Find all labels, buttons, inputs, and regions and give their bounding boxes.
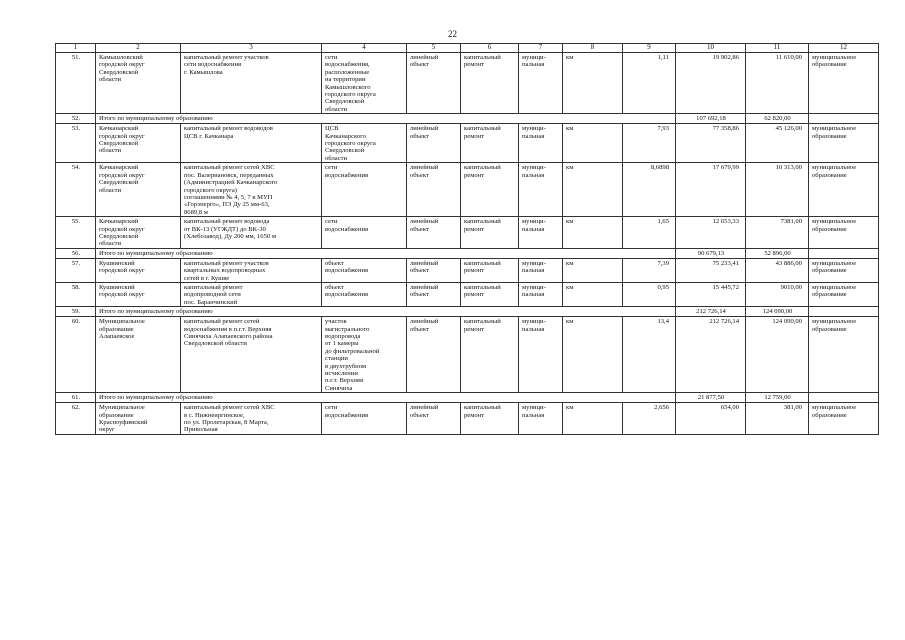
ownership-cell-text: муници- пальная: [522, 125, 546, 140]
ownership-cell: [519, 403, 563, 435]
ownership-cell: [519, 53, 563, 114]
work-description-cell: [181, 217, 322, 249]
object-type-cell: [407, 317, 461, 393]
cost-budget-cell: 52 896,00: [746, 248, 809, 258]
object-cell-text: объект водоснабжения: [325, 283, 369, 299]
table-row: [56, 258, 879, 282]
work-type-cell: [461, 258, 519, 282]
row-number: [56, 282, 96, 306]
municipality-cell: [96, 163, 181, 217]
municipality-cell-text: Кушвинский городской округ: [99, 259, 145, 275]
cost-budget-cell-text: 11 610,00: [775, 54, 802, 61]
row-number: [56, 217, 96, 249]
cost-total-cell-text: 75 233,41: [712, 259, 739, 267]
object-cell: [322, 317, 407, 393]
work-type-cell: [461, 403, 519, 435]
row-number-text: 54.: [71, 164, 81, 172]
work-description-cell: [181, 282, 322, 306]
col-header: 11: [746, 44, 809, 53]
municipality-cell: [96, 258, 181, 282]
cost-total-cell: [676, 317, 746, 393]
table-row: [56, 53, 879, 114]
municipality-cell: [96, 403, 181, 435]
length-cell: [623, 282, 676, 306]
col-header: 3: [181, 44, 322, 53]
cost-budget-cell: [746, 403, 809, 435]
recipient-cell-text: муниципальное образование: [812, 318, 857, 333]
municipality-cell-text: Качканарский городской округ Свердловской области: [99, 164, 145, 194]
cost-total-cell-text: 17 679,99: [712, 164, 739, 172]
table-row: [56, 403, 879, 435]
length-cell: [623, 258, 676, 282]
object-type-cell-text: линейный объект: [410, 54, 439, 69]
recipient-cell-text: муниципальное образование: [812, 164, 857, 179]
row-number-text: 51.: [71, 54, 81, 61]
work-type-cell-text: капитальный ремонт: [464, 404, 501, 419]
row-number-text: 57.: [71, 259, 81, 267]
work-type-cell-text: капитальный ремонт: [464, 318, 501, 333]
unit-cell: [563, 403, 623, 435]
object-cell: [322, 403, 407, 435]
recipient-cell-text: муниципальное образование: [812, 404, 857, 419]
row-number: [56, 53, 96, 114]
municipality-cell: [96, 217, 181, 249]
unit-cell-text: км: [566, 218, 574, 226]
col-header: 12: [809, 44, 879, 53]
work-description-cell: [181, 317, 322, 393]
cost-total-cell: [676, 163, 746, 217]
col-header: 7: [519, 44, 563, 53]
municipality-cell-text: Качканарский городской округ Свердловской области: [99, 125, 145, 155]
object-type-cell-text: линейный объект: [410, 318, 439, 333]
object-cell: [322, 163, 407, 217]
empty-cell: [809, 307, 879, 317]
recipient-cell: [809, 258, 879, 282]
object-cell: [322, 124, 407, 163]
recipient-cell-text: муниципальное образование: [812, 125, 857, 140]
object-type-cell: [407, 163, 461, 217]
work-description-cell: [181, 124, 322, 163]
work-type-cell-text: капитальный ремонт: [464, 54, 501, 69]
ownership-cell-text: муници- пальная: [522, 164, 546, 179]
col-header: 2: [96, 44, 181, 53]
length-cell-text: 7,39: [657, 259, 669, 267]
cost-total-cell: [676, 53, 746, 114]
unit-cell-text: км: [566, 318, 574, 326]
length-cell-text: 0,95: [657, 283, 669, 291]
table-row: [56, 317, 879, 393]
cost-total-cell-text: 212 726,14: [709, 318, 739, 326]
work-description-cell-text: капитальный ремонт водопроводной сети пос. Баранчинский: [184, 283, 243, 306]
work-description-cell: [181, 53, 322, 114]
object-cell: [322, 53, 407, 114]
subtotal-label: Итого по муниципальному образованию: [96, 114, 676, 124]
object-cell: [322, 258, 407, 282]
cost-budget-cell: 12 759,00: [746, 393, 809, 403]
cost-budget-cell-text: 381,00: [783, 404, 802, 412]
empty-cell: [809, 393, 879, 403]
unit-cell-text: км: [566, 259, 574, 267]
cost-budget-cell: [746, 282, 809, 306]
work-type-cell: [461, 163, 519, 217]
object-cell-text: сети водоснабжения: [325, 404, 369, 419]
recipient-cell: [809, 217, 879, 249]
object-type-cell-text: линейный объект: [410, 164, 439, 179]
length-cell: [623, 163, 676, 217]
cost-budget-cell-text: 45 126,00: [775, 125, 802, 133]
cost-total-cell: [676, 217, 746, 249]
length-cell-text: 1,65: [657, 218, 669, 226]
work-type-cell: [461, 217, 519, 249]
cost-total-cell: [676, 124, 746, 163]
cost-total-cell-text: 654,00: [720, 404, 739, 412]
cost-budget-cell: [746, 124, 809, 163]
municipality-cell-text: Муниципальное образование Алапаевское: [99, 318, 145, 340]
work-type-cell-text: капитальный ремонт: [464, 259, 501, 275]
object-type-cell: [407, 124, 461, 163]
table-row: [56, 282, 879, 306]
object-cell-text: объект водоснабжения: [325, 259, 369, 275]
row-number: [56, 317, 96, 393]
object-cell: [322, 282, 407, 306]
empty-cell: [809, 248, 879, 258]
cost-budget-cell-text: 10 313,00: [775, 164, 802, 172]
work-type-cell-text: капитальный ремонт: [464, 218, 501, 233]
unit-cell: [563, 217, 623, 249]
work-description-cell: [181, 258, 322, 282]
object-cell-text: сети водоснабжения: [325, 164, 369, 179]
ownership-cell: [519, 163, 563, 217]
recipient-cell: [809, 403, 879, 435]
object-type-cell: [407, 258, 461, 282]
cost-total-cell-text: 15 445,72: [712, 283, 739, 291]
length-cell: [623, 53, 676, 114]
work-description-cell-text: капитальный ремонт сетей водоснабжения в п.г.т. Верхняя Синячиха Алапаевского района Свердловской области: [184, 318, 273, 348]
unit-cell-text: км: [566, 283, 574, 291]
recipient-cell-text: муниципальное образование: [812, 259, 857, 275]
length-cell-text: 7,93: [657, 125, 669, 133]
recipient-cell: [809, 163, 879, 217]
cost-total-cell-text: 77 358,86: [712, 125, 739, 133]
cost-budget-cell-text: 124 090,00: [772, 318, 802, 326]
ownership-cell: [519, 282, 563, 306]
subtotal-row: [56, 248, 879, 258]
length-cell-text: 2,656: [654, 404, 669, 412]
unit-cell: [563, 317, 623, 393]
municipality-cell: [96, 124, 181, 163]
length-cell: [623, 217, 676, 249]
subtotal-label: Итого по муниципальному образованию: [96, 307, 676, 317]
subtotal-row: [56, 307, 879, 317]
ownership-cell-text: муници- пальная: [522, 318, 546, 333]
row-number: 59.: [56, 307, 96, 317]
ownership-cell-text: муници- пальная: [522, 259, 546, 275]
work-description-cell-text: капитальный ремонт сетей ХВС в с. Нижнеиргинское, по ул. Пролетарская, 8 Марта, Привольная: [184, 404, 275, 434]
object-cell: [322, 217, 407, 249]
recipient-cell-text: муниципальное образование: [812, 218, 857, 233]
unit-cell-text: км: [566, 54, 574, 61]
work-description-cell: [181, 163, 322, 217]
ownership-cell-text: муници- пальная: [522, 404, 546, 419]
unit-cell-text: км: [566, 404, 574, 412]
col-header: 10: [676, 44, 746, 53]
subtotal-label: Итого по муниципальному образованию: [96, 393, 676, 403]
subtotal-label: Итого по муниципальному образованию: [96, 248, 676, 258]
col-header: 5: [407, 44, 461, 53]
row-number-text: 62.: [71, 404, 81, 412]
cost-total-cell: [676, 258, 746, 282]
object-type-cell-text: линейный объект: [410, 259, 439, 275]
length-cell: [623, 124, 676, 163]
col-header: 8: [563, 44, 623, 53]
object-cell-text: ЦСВ Качканарского городского округа Свердловской области: [325, 125, 376, 162]
cost-budget-cell-text: 7381,00: [780, 218, 802, 226]
length-cell-text: 1,11: [657, 54, 669, 61]
cost-total-cell: 21 877,50: [676, 393, 746, 403]
row-number: [56, 163, 96, 217]
recipient-cell: [809, 53, 879, 114]
row-number-text: 58.: [71, 283, 81, 291]
row-number-text: 60.: [71, 318, 81, 326]
work-type-cell: [461, 317, 519, 393]
header-row: [56, 44, 879, 53]
cost-total-cell: [676, 282, 746, 306]
unit-cell-text: км: [566, 164, 574, 172]
object-type-cell: [407, 403, 461, 435]
object-cell-text: сети водоснабжения: [325, 218, 369, 233]
cost-budget-cell: 124 090,00: [746, 307, 809, 317]
ownership-cell-text: муници- пальная: [522, 283, 546, 299]
cost-budget-cell: 62 820,00: [746, 114, 809, 124]
work-type-cell-text: капитальный ремонт: [464, 125, 501, 140]
work-type-cell: [461, 53, 519, 114]
object-cell-text: сети водоснабжения, расположенные на территории Камышловского городского округа Свердловской области: [325, 54, 376, 113]
subtotal-row: [56, 114, 879, 124]
row-number: 52.: [56, 114, 96, 124]
municipality-cell-text: Камышловский городской округ Свердловской области: [99, 54, 145, 84]
col-header: 1: [56, 44, 96, 53]
work-description-cell-text: капитальный ремонт водоводов ЦСВ г. Качканара: [184, 125, 273, 140]
work-description-cell-text: капитальный ремонт водовода от ВК-13 (УГЖДТ) до ВК-30 (Хлебозавод), Ду 200 мм, 1650 м: [184, 218, 277, 240]
length-cell-text: 13,4: [657, 318, 669, 326]
col-header: 6: [461, 44, 519, 53]
cost-total-cell-text: 12 653,33: [712, 218, 739, 226]
cost-budget-cell-text: 9010,00: [780, 283, 802, 291]
municipality-cell-text: Муниципальное образование Красноуфимский округ: [99, 404, 148, 434]
table-row: [56, 124, 879, 163]
unit-cell-text: км: [566, 125, 574, 133]
cost-total-cell: 212 726,14: [676, 307, 746, 317]
recipient-cell: [809, 282, 879, 306]
municipality-cell: [96, 317, 181, 393]
ownership-cell: [519, 258, 563, 282]
ownership-cell: [519, 317, 563, 393]
table-row: [56, 217, 879, 249]
length-cell: [623, 317, 676, 393]
work-description-cell: [181, 403, 322, 435]
work-type-cell: [461, 282, 519, 306]
object-type-cell: [407, 217, 461, 249]
cost-total-cell-text: 19 902,86: [712, 54, 739, 61]
unit-cell: [563, 258, 623, 282]
unit-cell: [563, 163, 623, 217]
ownership-cell-text: муници- пальная: [522, 54, 546, 69]
municipality-cell-text: Кушвинский городской округ: [99, 283, 145, 299]
cost-budget-cell-text: 43 886,00: [775, 259, 802, 267]
recipient-cell: [809, 124, 879, 163]
ownership-cell-text: муници- пальная: [522, 218, 546, 233]
unit-cell: [563, 53, 623, 114]
cost-budget-cell: [746, 258, 809, 282]
object-type-cell-text: линейный объект: [410, 404, 439, 419]
empty-cell: [809, 114, 879, 124]
municipality-cell: [96, 282, 181, 306]
cost-budget-cell: [746, 217, 809, 249]
unit-cell: [563, 282, 623, 306]
work-type-cell-text: капитальный ремонт: [464, 164, 501, 179]
cost-budget-cell: [746, 163, 809, 217]
row-number-text: 53.: [71, 125, 81, 133]
cost-total-cell: 107 692,18: [676, 114, 746, 124]
unit-cell: [563, 124, 623, 163]
municipality-cell-text: Качканарский городской округ Свердловской области: [99, 218, 145, 248]
subtotal-row: [56, 393, 879, 403]
program-table: [55, 43, 879, 435]
work-description-cell-text: капитальный ремонт участков сети водоснабжения г. Камышлова: [184, 54, 269, 76]
object-type-cell-text: линейный объект: [410, 218, 439, 233]
row-number: [56, 403, 96, 435]
work-type-cell: [461, 124, 519, 163]
ownership-cell: [519, 124, 563, 163]
object-cell-text: участок магистрального водопровода от 1 камеры до фильтровальной станции в двухтрубном исчислении п.г.т. Верхняя Синячиха: [325, 318, 380, 392]
col-header: 4: [322, 44, 407, 53]
row-number-text: 55.: [71, 218, 81, 226]
row-number: 61.: [56, 393, 96, 403]
municipality-cell: [96, 53, 181, 114]
recipient-cell-text: муниципальное образование: [812, 283, 857, 299]
cost-total-cell: [676, 403, 746, 435]
cost-budget-cell: [746, 53, 809, 114]
object-type-cell: [407, 53, 461, 114]
object-type-cell-text: линейный объект: [410, 125, 439, 140]
work-description-cell-text: капитальный ремонт участков квартальных водопроводных сетей в г. Кушве: [184, 259, 269, 282]
row-number: 56.: [56, 248, 96, 258]
row-number: [56, 258, 96, 282]
ownership-cell: [519, 217, 563, 249]
length-cell: [623, 403, 676, 435]
object-type-cell: [407, 282, 461, 306]
work-type-cell-text: капитальный ремонт: [464, 283, 501, 299]
recipient-cell-text: муниципальное образование: [812, 54, 857, 69]
length-cell-text: 8,6898: [650, 164, 669, 172]
cost-budget-cell: [746, 317, 809, 393]
work-description-cell-text: капитальный ремонт сетей ХВС пос. Валериановск, переданных (Администрацией Качканарского городского округа) соглашениями № 4, 5, 7 в МУП «Горэнерго», ПЭ Ду 25 мм-63, 8689,8 м: [184, 164, 278, 216]
table-row: [56, 163, 879, 217]
recipient-cell: [809, 317, 879, 393]
cost-total-cell: 90 679,13: [676, 248, 746, 258]
col-header: 9: [623, 44, 676, 53]
object-type-cell-text: линейный объект: [410, 283, 439, 299]
row-number: [56, 124, 96, 163]
page-number: 22: [448, 29, 457, 39]
